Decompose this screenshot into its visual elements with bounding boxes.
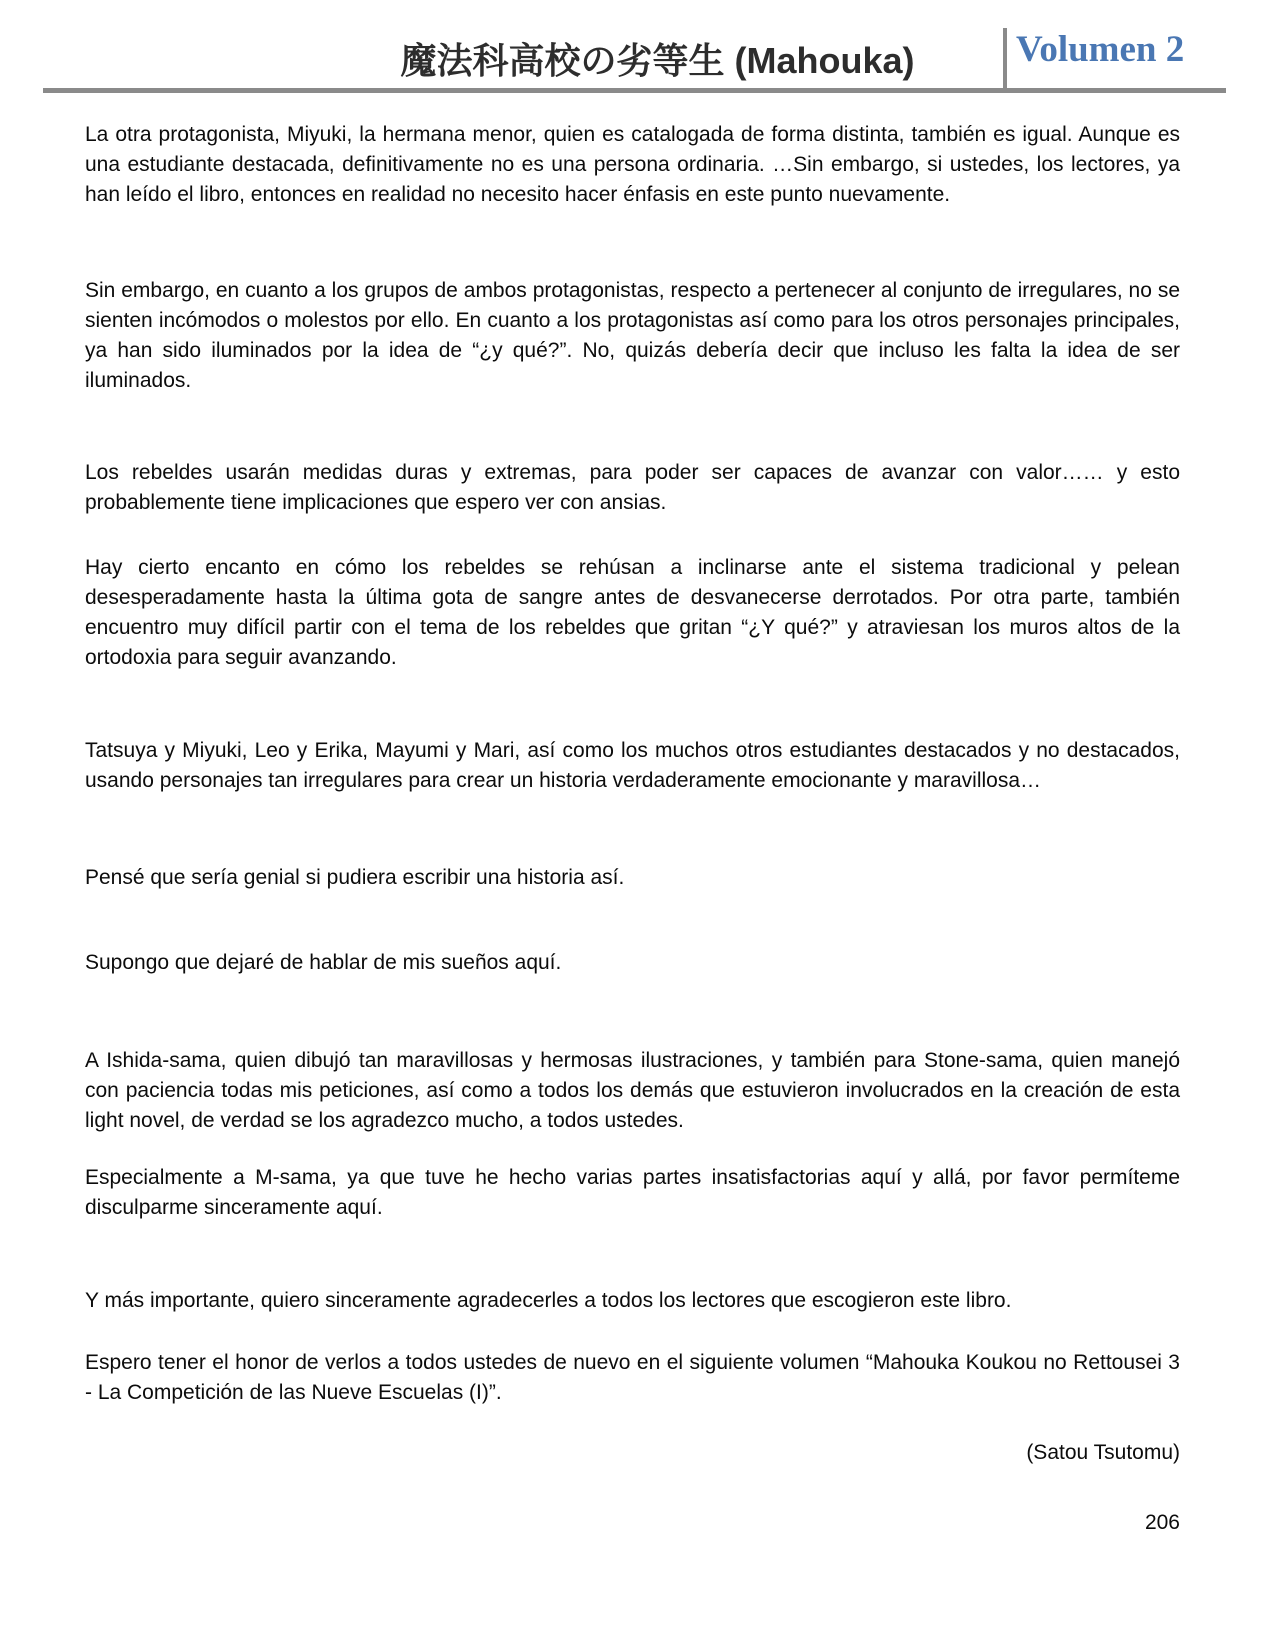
- page-number: 206: [1144, 1511, 1180, 1534]
- page-title: 魔法科高校の劣等生 (Mahouka): [400, 40, 915, 81]
- paragraph: Y más importante, quiero sinceramente agradecerles a todos los lectores que escogieron este libro.: [85, 1289, 1012, 1312]
- paragraph: Espero tener el honor de verlos a todos ustedes de nuevo en el siguiente volumen “Mahouka Koukou no Rettousei 3 - La Competición de las Nueve Escuelas (I)”.: [85, 1351, 1180, 1404]
- volume-label: Volumen 2: [1016, 29, 1185, 70]
- paragraph: Supongo que dejaré de hablar de mis sueños aquí.: [85, 951, 562, 974]
- paragraph: Hay cierto encanto en cómo los rebeldes se rehúsan a inclinarse ante el sistema tradicional y pelean desesperadamente hasta la última gota de sangre antes de desvanecerse derrotados. Por otra parte, también encuentro muy difícil partir con el tema de los rebeldes que gritan “¿Y qué?” y atraviesan los muros altos de la ortodoxia para seguir avanzando.: [85, 556, 1180, 669]
- paragraph: La otra protagonista, Miyuki, la hermana menor, quien es catalogada de forma distinta, también es igual. Aunque es una estudiante destacada, definitivamente no es una persona ordinaria. …Sin embargo, si ustedes, los lectores, ya han leído el libro, entonces en realidad no necesito hacer énfasis en este punto nuevamente.: [85, 123, 1180, 206]
- paragraph: Especialmente a M-sama, ya que tuve he hecho varias partes insatisfactorias aquí y allá, por favor permíteme disculparme sinceramente aquí.: [85, 1166, 1180, 1219]
- document-body: [85, 120, 1180, 1538]
- author-signature: (Satou Tsutomu): [1026, 1441, 1180, 1464]
- paragraph: Pensé que sería genial si pudiera escribir una historia así.: [85, 866, 625, 889]
- paragraph: Sin embargo, en cuanto a los grupos de ambos protagonistas, respecto a pertenecer al conjunto de irregulares, no se sienten incómodos o molestos por ello. En cuanto a los protagonistas así como para los otros personajes principales, ya han sido iluminados por la idea de “¿y qué?”. No, quizás debería decir que incluso les falta la idea de ser iluminados.: [85, 279, 1180, 392]
- paragraph: Los rebeldes usarán medidas duras y extremas, para poder ser capaces de avanzar con valor…… y esto probablemente tiene implicaciones que espero ver con ansias.: [85, 461, 1180, 514]
- header-horizontal-rule: [43, 88, 1226, 93]
- paragraph: A Ishida-sama, quien dibujó tan maravillosas y hermosas ilustraciones, y también para Stone-sama, quien manejó con paciencia todas mis peticiones, así como a todos los demás que estuvieron involucrados en la creación de esta light novel, de verdad se los agradezco mucho, a todos ustedes.: [85, 1049, 1180, 1132]
- paragraph: Tatsuya y Miyuki, Leo y Erika, Mayumi y Mari, así como los muchos otros estudiantes destacados y no destacados, usando personajes tan irregulares para crear un historia verdaderamente emocionante y maravillosa…: [85, 739, 1180, 792]
- header-vertical-divider: [1003, 28, 1007, 91]
